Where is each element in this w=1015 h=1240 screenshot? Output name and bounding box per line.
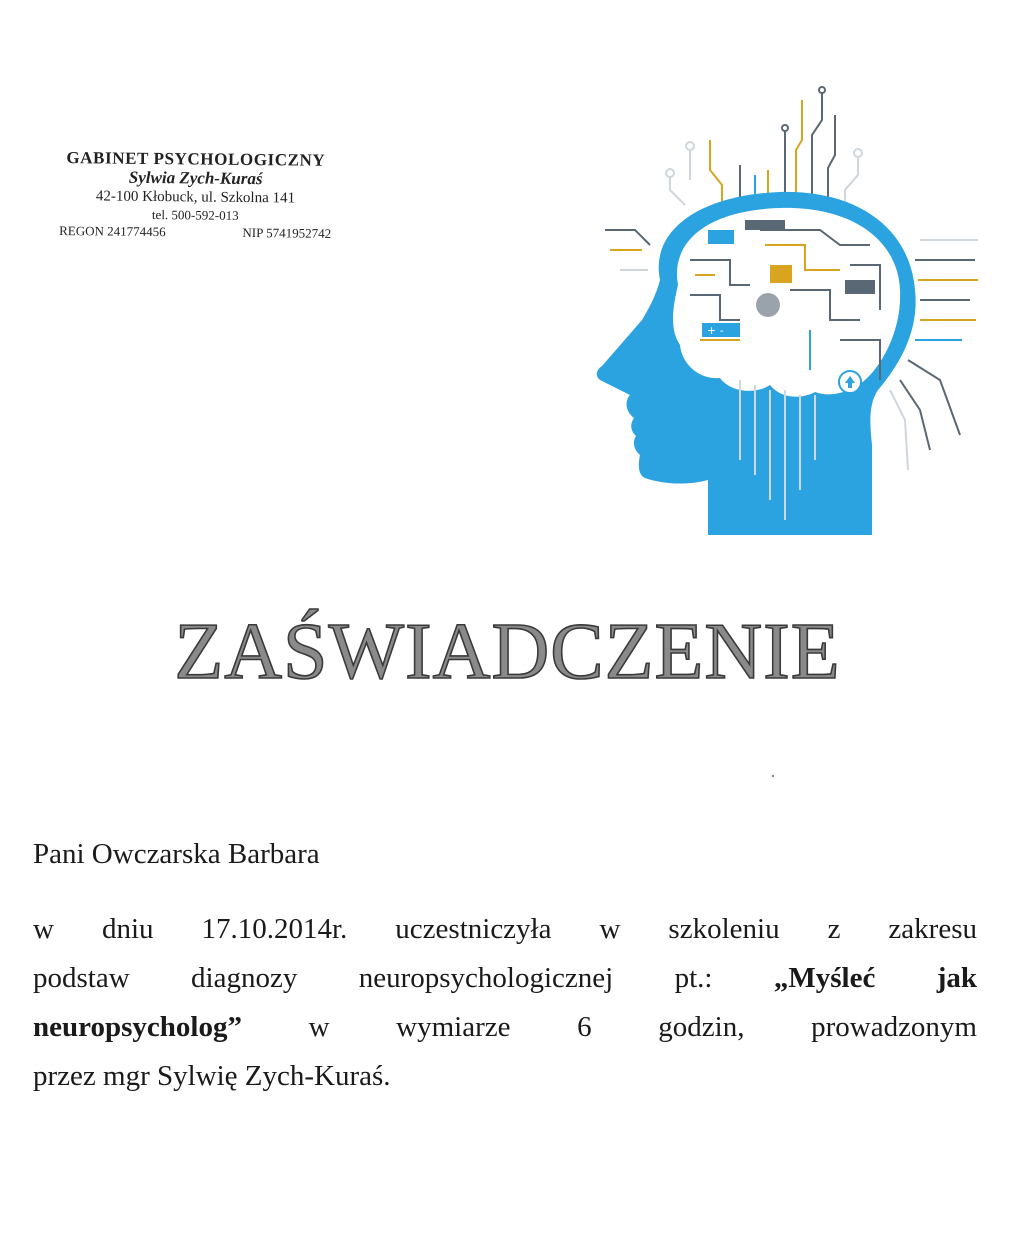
letterhead-stamp [55,148,336,242]
svg-text:+ -: + - [707,324,724,337]
chip-gold [770,265,792,283]
chip-blue [708,230,734,244]
body-line-2 [33,954,977,1003]
circuit-head-illustration [590,80,980,540]
body-line-2-text: podstaw diagnozy neuropsychologicznej pt.: [33,962,774,994]
stamp-phone: tel. 500-592-013 [151,207,239,223]
stamp-ids [55,223,335,242]
stamp-address: 42-100 Kłobuck, ul. Szkolna 141 [95,188,296,207]
brain-outline [673,208,900,397]
certificate-body [33,905,977,1101]
stamp-name: Sylwia Zych-Kuraś [128,167,263,189]
document-title: ZAŚWIADCZENIE [174,608,841,696]
body-line-1: w dniu 17.10.2014r. uczestniczyła w szkoleniu z zakresu [33,913,977,945]
chip-dark-2 [745,220,785,230]
stamp-nip: NIP 5741952742 [242,224,332,241]
speck [772,775,774,777]
recipient-name: Pani Owczarska Barbara [33,838,320,870]
body-line-4: przez mgr Sylwię Zych-Kuraś. [33,1060,391,1092]
stamp-org: GABINET PSYCHOLOGICZNY [66,148,326,170]
chip-dark-1 [845,280,875,294]
body-line-3-text: w wymiarze 6 godzin, prowadzonym [241,1011,977,1043]
course-title-part-1: „Myśleć jak [773,962,977,994]
stamp-regon: REGON 241774456 [59,223,166,240]
course-title-part-2: neuropsycholog” [33,1011,242,1043]
body-line-3 [33,1003,977,1052]
processor-circle [756,293,780,317]
